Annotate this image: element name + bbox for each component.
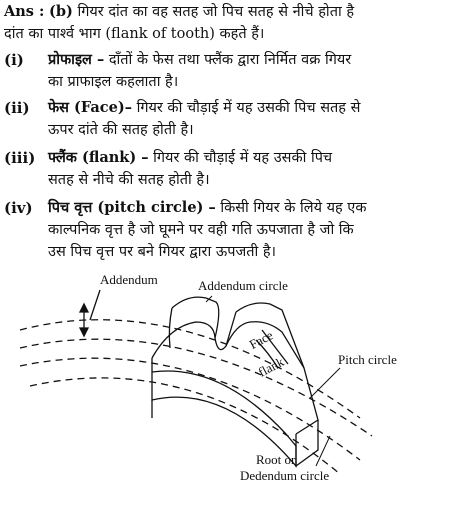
item-number: (i)	[4, 51, 24, 69]
item-continuation: सतह से नीचे की सतह होती है।	[48, 172, 210, 188]
flank-label: flank	[255, 354, 287, 380]
item-line	[48, 98, 360, 118]
answer-line-1	[4, 2, 354, 22]
addendum-label: Addendum	[100, 272, 158, 287]
item-number: (iv)	[4, 199, 33, 217]
answer-line-2: दांत का पार्श्व भाग (flank of tooth) कहते हैं।	[4, 26, 265, 42]
root-label-line1: Root or	[256, 452, 296, 467]
item-continuation: का प्राफाइल कहलाता है।	[48, 74, 179, 90]
answer-prefix: Ans :	[4, 3, 45, 20]
item-continuation: उस पिच वृत्त पर बने गियर द्वारा ऊपजती है।	[48, 244, 277, 260]
item-term: पिच वृत्त (pitch circle) –	[48, 199, 216, 216]
pitch-circle-label: Pitch circle	[338, 352, 397, 367]
item-line	[48, 148, 332, 168]
answer-option: (b)	[48, 3, 73, 20]
addendum-circle-arc	[20, 320, 360, 418]
item-line	[48, 198, 366, 218]
gear-front-rim	[152, 358, 296, 466]
item-line	[48, 50, 351, 70]
item-desc: दाँतों के फेस तथा फ्लैंक द्वारा निर्मित वक्र गियर	[108, 52, 352, 68]
item-desc: किसी गियर के लिये यह एक	[220, 200, 367, 216]
item-number: (ii)	[4, 99, 30, 117]
gear-tooth-diagram	[0, 268, 466, 520]
item-desc: गियर की चौड़ाई में यह उसकी पिच सतह से	[136, 100, 361, 116]
item-term: प्रोफाइल –	[48, 51, 105, 68]
item-continuation: ऊपर दांते की सतह होती है।	[48, 122, 194, 138]
answer-text-1: गियर दांत का वह सतह जो पिच सतह से नीचे होता है	[77, 4, 355, 20]
pitch-circle-arc	[20, 339, 372, 436]
root-label-line2: Dedendum circle	[240, 468, 330, 483]
addendum-circle-label: Addendum circle	[198, 278, 288, 293]
item-term: फेस (Face)–	[48, 99, 132, 116]
item-desc: गियर की चौड़ाई में यह उसकी पिच	[153, 150, 333, 166]
face-label: Face	[246, 327, 276, 353]
item-term: फ्लैंक (flank) –	[48, 149, 149, 166]
item-number: (iii)	[4, 149, 36, 167]
item-continuation: काल्पनिक वृत्त है जो घूमने पर वही गति ऊपजाता है जो कि	[48, 222, 354, 238]
